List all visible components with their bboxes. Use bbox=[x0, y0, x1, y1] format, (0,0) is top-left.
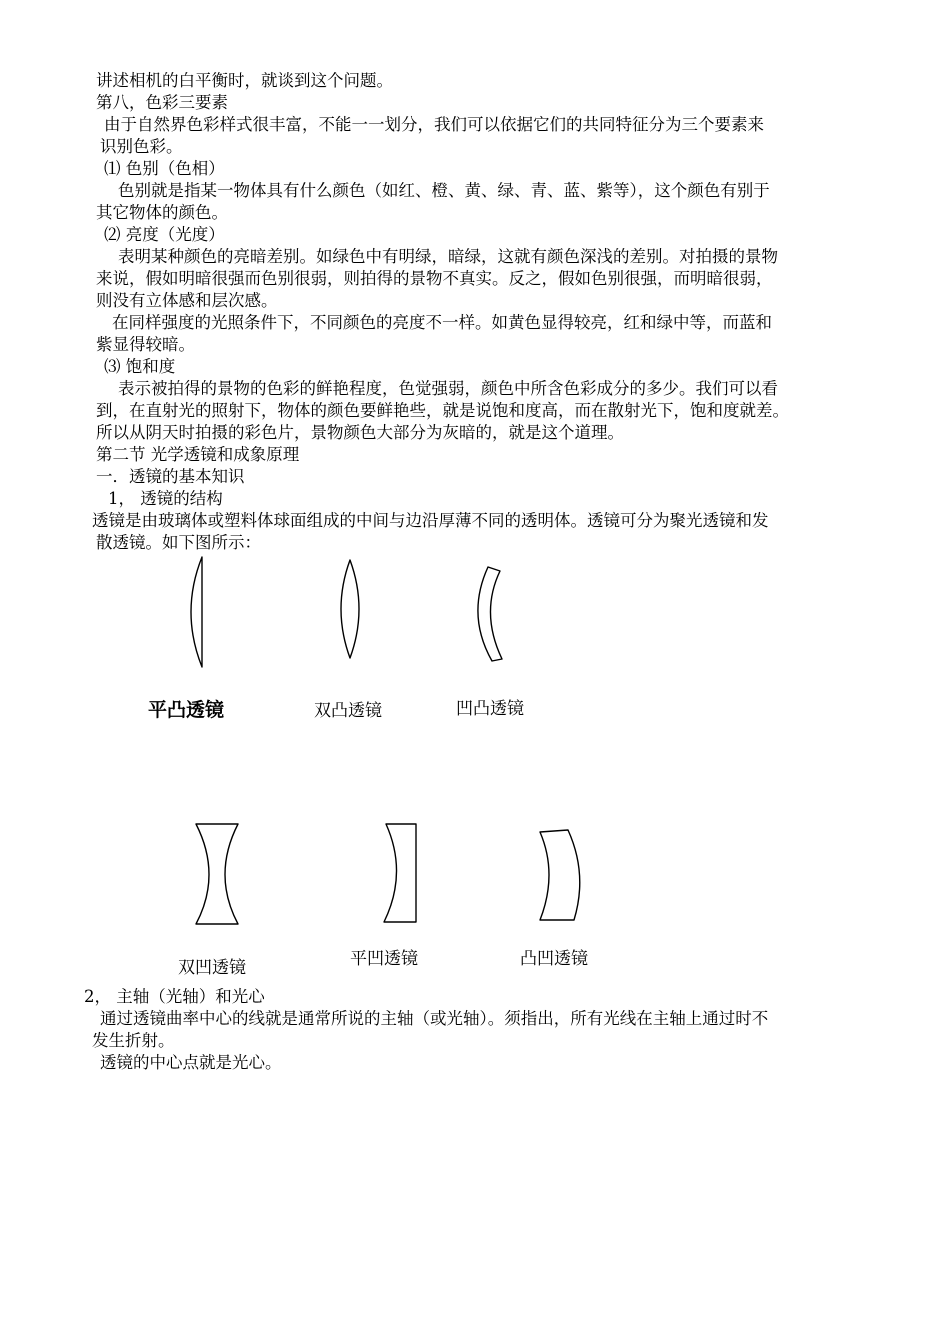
convexo-concave-lens-icon bbox=[534, 828, 584, 924]
section-heading: 第八，色彩三要素 bbox=[96, 93, 228, 112]
subheading: ⑴ 色别（色相） bbox=[104, 159, 225, 178]
section-heading: 第二节 光学透镜和成象原理 bbox=[96, 445, 300, 464]
plano-convex-lens-icon bbox=[180, 555, 210, 670]
lens-label: 凸凹透镜 bbox=[520, 949, 588, 969]
text-line: 讲述相机的白平衡时，就谈到这个问题。 bbox=[96, 71, 393, 90]
text-line: 发生折射。 bbox=[92, 1031, 175, 1050]
lens-label: 双凸透镜 bbox=[314, 701, 382, 721]
text-line: 透镜是由玻璃体或塑料体球面组成的中间与边沿厚薄不同的透明体。透镜可分为聚光透镜和发 bbox=[92, 511, 769, 530]
subheading: ⑵ 亮度（光度） bbox=[104, 225, 225, 244]
text-line: 则没有立体感和层次感。 bbox=[96, 291, 278, 310]
biconvex-lens-icon bbox=[330, 558, 370, 660]
text-line: 由于自然界色彩样式很丰富，不能一一划分，我们可以依据它们的共同特征分为三个要素来 bbox=[104, 115, 764, 134]
text-line: 透镜的中心点就是光心。 bbox=[100, 1053, 282, 1072]
plano-concave-lens-icon bbox=[380, 822, 420, 924]
subheading: ⑶ 饱和度 bbox=[104, 357, 176, 376]
lens-label: 双凹透镜 bbox=[178, 958, 246, 978]
biconcave-lens-icon bbox=[192, 822, 244, 928]
subheading: 一．透镜的基本知识 bbox=[96, 467, 245, 486]
text-line: 紫显得较暗。 bbox=[96, 335, 195, 354]
subheading: 1， 透镜的结构 bbox=[108, 489, 223, 508]
text-line: 通过透镜曲率中心的线就是通常所说的主轴（或光轴）。须指出，所有光线在主轴上通过时不 bbox=[100, 1009, 769, 1028]
text-line: 其它物体的颜色。 bbox=[96, 203, 228, 222]
text-line: 表示被拍得的景物的色彩的鲜艳程度，色觉强弱，颜色中所含色彩成分的多少。我们可以看 bbox=[118, 379, 778, 398]
text-line: 在同样强度的光照条件下，不同颜色的亮度不一样。如黄色显得较亮，红和绿中等，而蓝和 bbox=[112, 313, 772, 332]
text-line: 色别就是指某一物体具有什么颜色（如红、橙、黄、绿、青、蓝、紫等），这个颜色有别于 bbox=[118, 181, 770, 200]
text-line: 散透镜。如下图所示： bbox=[96, 533, 261, 552]
text-line: 来说，假如明暗很强而色别很弱，则拍得的景物不真实。反之，假如色别很强，而明暗很弱， bbox=[96, 269, 773, 288]
lens-label: 平凹透镜 bbox=[350, 949, 418, 969]
text-line: 识别色彩。 bbox=[100, 137, 183, 156]
subheading: 2， 主轴（光轴）和光心 bbox=[84, 987, 265, 1006]
lens-label: 平凸透镜 bbox=[148, 699, 225, 721]
text-line: 所以从阴天时拍摄的彩色片，景物颜色大部分为灰暗的，就是这个道理。 bbox=[96, 423, 624, 442]
concavo-convex-lens-icon bbox=[466, 565, 506, 663]
lens-label: 凹凸透镜 bbox=[456, 699, 524, 719]
text-line: 到，在直射光的照射下，物体的颜色要鲜艳些，就是说饱和度高，而在散射光下，饱和度就差。 bbox=[96, 401, 789, 420]
text-line: 表明某种颜色的亮暗差别。如绿色中有明绿，暗绿，这就有颜色深浅的差别。对拍摄的景物 bbox=[118, 247, 778, 266]
